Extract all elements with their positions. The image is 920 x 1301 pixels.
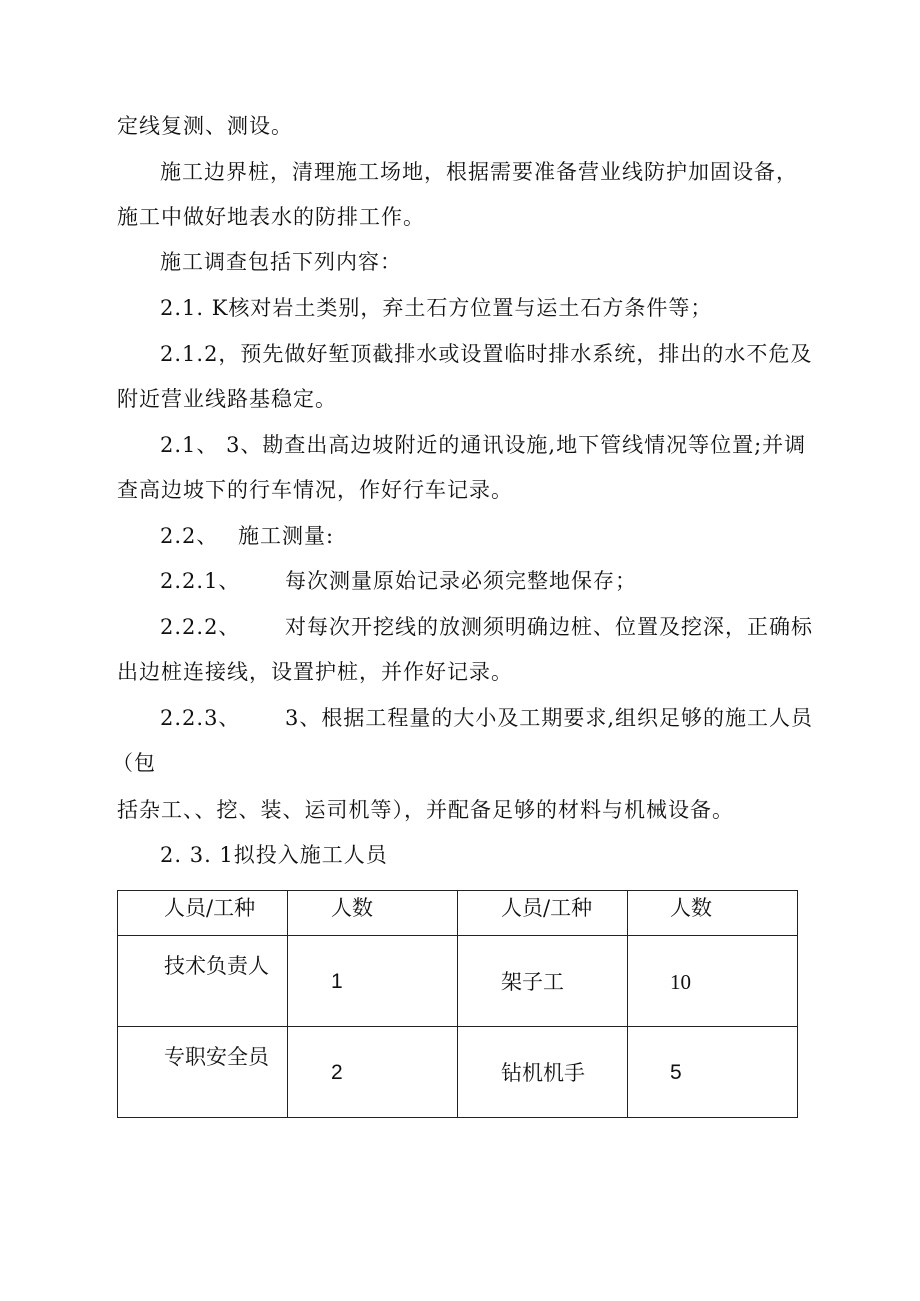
table-cell	[288, 1027, 458, 1118]
table-header-cell	[458, 891, 628, 936]
table-header-cell	[118, 891, 288, 936]
item-2-1-1: 2.1. K核对岩土类别，弃土石方位置与运土石方条件等；	[160, 296, 713, 320]
table-header-cell	[288, 891, 458, 936]
header-role-b: 人员/工种	[501, 896, 593, 920]
item-2-1-2-line2: 附近营业线路基稳定。	[117, 387, 337, 411]
role-drill-operator: 钻机机手	[501, 1061, 585, 1085]
role-technical-lead: 技术负责人	[164, 954, 269, 978]
count-safety-officer: 2	[331, 1061, 343, 1084]
section-2-2-number: 2.2、	[160, 524, 219, 548]
section-2-2-title: 施工测量:	[238, 524, 335, 548]
item-2-2-2-number: 2.2.2、	[160, 615, 241, 639]
count-scaffolder: 10	[670, 970, 691, 994]
item-2-2-3-line2: （包	[112, 751, 156, 775]
table-cell	[118, 936, 288, 1027]
staff-table	[117, 890, 798, 1118]
item-2-1-3-line2: 查高边坡下的行车情况，作好行车记录。	[117, 478, 513, 502]
table-cell	[458, 936, 628, 1027]
role-scaffolder: 架子工	[501, 970, 564, 994]
paragraph-boundary-pile-line1: 施工边界桩，清理施工场地，根据需要准备营业线防护加固设备，	[160, 160, 798, 184]
header-count-a: 人数	[331, 896, 373, 920]
item-2-2-3-text: 3、根据工程量的大小及工期要求,组织足够的施工人员	[285, 706, 814, 730]
item-2-2-3-line3: 括杂工、、挖、装、运司机等），并配备足够的材料与机械设备。	[117, 798, 734, 822]
table-cell	[458, 1027, 628, 1118]
table-cell	[628, 1027, 798, 1118]
table-cell	[118, 1027, 288, 1118]
paragraph-survey-contents: 施工调查包括下列内容：	[160, 250, 402, 274]
role-safety-officer: 专职安全员	[164, 1045, 269, 1069]
section-2-3-1-heading: 2. 3. 1拟投入施工人员	[160, 843, 388, 867]
table-row	[118, 1027, 798, 1118]
item-2-1-2-line1: 2.1.2，预先做好堑顶截排水或设置临时排水系统，排出的水不危及	[160, 342, 813, 366]
item-2-2-1-text: 每次测量原始记录必须完整地保存；	[285, 569, 637, 593]
table-header-cell	[628, 891, 798, 936]
table-header-row	[118, 891, 798, 936]
header-role-a: 人员/工种	[164, 896, 256, 920]
count-technical-lead: 1	[331, 970, 343, 993]
paragraph-boundary-pile-line2: 施工中做好地表水的防排工作。	[117, 205, 425, 229]
paragraph-survey-retest: 定线复测、测设。	[117, 114, 293, 138]
item-2-1-3-line1: 2.1、 3、勘查出高边坡附近的通讯设施,地下管线情况等位置;并调	[160, 433, 807, 457]
table-cell	[288, 936, 458, 1027]
count-drill-operator: 5	[670, 1061, 682, 1084]
header-count-b: 人数	[670, 896, 712, 920]
item-2-2-2-line2: 出边桩连接线，设置护桩，并作好记录。	[117, 660, 513, 684]
table-row	[118, 936, 798, 1027]
table-cell	[628, 936, 798, 1027]
item-2-2-1-number: 2.2.1、	[160, 569, 241, 593]
item-2-2-2-text: 对每次开挖线的放测须明确边桩、位置及挖深，正确标	[285, 615, 813, 639]
item-2-2-3-number: 2.2.3、	[160, 706, 241, 730]
